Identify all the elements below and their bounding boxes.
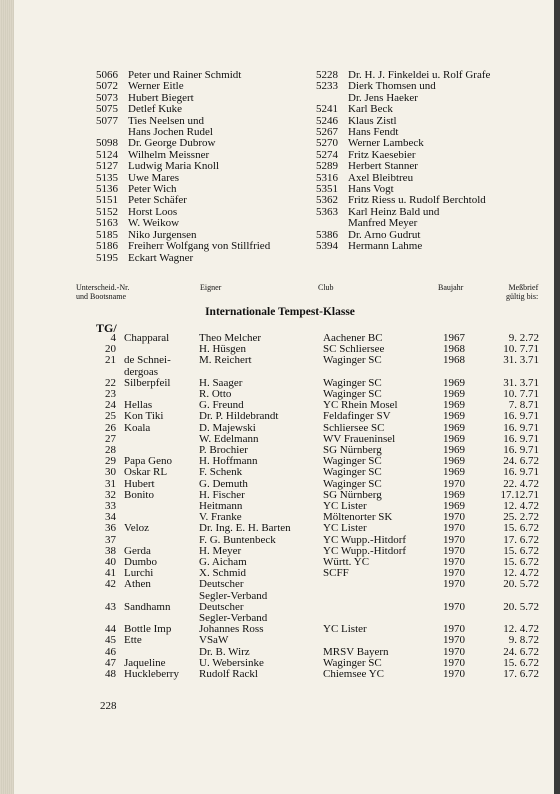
entry-number: 5241: [316, 103, 338, 116]
build-year: 1970: [443, 656, 465, 669]
certificate-valid-until: 15. 6.72: [503, 556, 539, 569]
table-row: [90, 669, 539, 680]
certificate-valid-until: 20. 5.72: [503, 600, 539, 613]
entry-number: [316, 218, 348, 229]
build-year: 1970: [443, 477, 465, 490]
club: SC Schliersee: [323, 343, 385, 356]
certificate-valid-until: 16. 9.71: [503, 444, 539, 457]
boat-number: 27: [105, 432, 116, 445]
club: MRSV Bayern: [323, 645, 389, 658]
owner: Dr. P. Hildebrandt: [199, 410, 279, 423]
table-row: [90, 389, 539, 400]
header-messbrief: [506, 283, 538, 301]
certificate-valid-until: 16. 9.71: [503, 466, 539, 479]
entry-name: Peter Schäfer: [128, 194, 187, 207]
club: [323, 591, 443, 602]
boat-name: Veloz: [124, 522, 150, 535]
club: Waginger SC: [323, 354, 382, 367]
table-row: [90, 501, 539, 512]
owner: F. G. Buntenbeck: [199, 533, 276, 546]
table-row: [90, 602, 539, 613]
boat-name: Kon Tiki: [124, 410, 164, 423]
boat-number: 22: [105, 376, 116, 389]
boat-number: 40: [105, 556, 116, 569]
entry-name: Werner Lambeck: [348, 137, 424, 150]
certificate-valid-until: 17. 6.72: [503, 668, 539, 681]
entry-name: W. Weikow: [128, 217, 180, 230]
entry-number: 5127: [96, 160, 118, 173]
boat-name: de Schnei-: [124, 354, 171, 367]
club: SG Nürnberg: [323, 488, 382, 501]
entry-number: 5075: [96, 103, 118, 116]
owner: G. Freund: [199, 399, 244, 412]
boat-name: Hellas: [124, 399, 153, 412]
club: Chiemsee YC: [323, 668, 384, 681]
entry-name: Niko Jurgensen: [128, 228, 197, 241]
table-row: [90, 467, 539, 478]
club: Waginger SC: [323, 477, 382, 490]
table-row: [90, 378, 539, 389]
club: Feldafinger SV: [323, 410, 391, 423]
certificate-valid-until: 24. 6.72: [503, 455, 539, 468]
boat-number: 34: [105, 511, 116, 524]
club: YC Lister: [323, 500, 367, 513]
owner: H. Fischer: [199, 488, 245, 501]
build-year: 1969: [443, 410, 465, 423]
owner: P. Brochier: [199, 444, 248, 457]
build-year: 1970: [443, 578, 465, 591]
boat-name: Koala: [124, 421, 151, 434]
owner-entry: [96, 104, 314, 115]
club: Schliersee SC: [323, 421, 385, 434]
certificate-valid-until: 9. 2.72: [508, 332, 539, 344]
owner: Deutscher: [199, 600, 244, 613]
build-year: 1970: [443, 634, 465, 647]
boat-number: 47: [105, 656, 116, 669]
club: YC Wupp.-Hitdorf: [323, 544, 407, 557]
certificate-valid-until: 15. 6.72: [503, 522, 539, 535]
table-row: [90, 333, 539, 344]
entry-name: Karl Beck: [348, 103, 393, 116]
section-title: Internationale Tempest-Klasse: [205, 306, 355, 318]
boat-name: Athen: [124, 578, 151, 591]
entry-number: 5246: [316, 114, 338, 127]
table-row: [90, 490, 539, 501]
entry-number: 5316: [316, 171, 338, 184]
entry-name: Axel Bleibtreu: [348, 171, 414, 184]
club: YC Rhein Mosel: [323, 399, 398, 412]
club: SCFF: [323, 567, 349, 580]
entry-number: 5270: [316, 137, 338, 150]
boat-number: 31: [105, 477, 116, 490]
owner: Rudolf Rackl: [199, 668, 258, 681]
entry-number: 5185: [96, 228, 118, 241]
entry-number: 5362: [316, 194, 338, 207]
entry-name: Dr. Jens Haeker: [348, 91, 418, 104]
owner: R. Otto: [199, 388, 232, 401]
owner: Johannes Ross: [199, 623, 264, 636]
boat-name: [124, 434, 199, 445]
owner: H. Hoffmann: [199, 455, 258, 468]
table-row: [90, 523, 539, 534]
header-unterscheid: [76, 283, 129, 301]
build-year: 1969: [443, 388, 465, 401]
boat-name: Sandhamn: [124, 600, 171, 613]
boat-number: 33: [105, 500, 116, 513]
entry-number: 5289: [316, 160, 338, 173]
entry-number: 5274: [316, 148, 338, 161]
boat-number: 36: [105, 522, 116, 535]
entry-name: Freiherr Wolfgang von Stillfried: [128, 240, 271, 253]
certificate-valid-until: 17.12.71: [500, 488, 539, 501]
certificate-valid-until: 16. 9.71: [503, 421, 539, 434]
boat-name: Jaqueline: [124, 656, 166, 669]
certificate-valid-until: 12. 4.72: [503, 500, 539, 513]
club: YC Lister: [323, 623, 367, 636]
boat-name: [124, 501, 199, 512]
certificate-valid-until: 15. 6.72: [503, 544, 539, 557]
boat-number: 41: [105, 567, 116, 580]
build-year: 1970: [443, 544, 465, 557]
certificate-valid-until: 17. 6.72: [503, 533, 539, 546]
build-year: 1969: [443, 488, 465, 501]
owner: H. Hüsgen: [199, 343, 247, 356]
entry-name: Horst Loos: [128, 205, 178, 218]
boat-registry-table: [90, 333, 539, 680]
owner: VSaW: [199, 634, 229, 647]
entry-number: 5066: [96, 69, 118, 81]
build-year: 1970: [443, 668, 465, 681]
owner: Heitmann: [199, 500, 243, 513]
entry-name: Hans Vogt: [348, 183, 394, 196]
table-row: [90, 568, 539, 579]
table-row: [90, 546, 539, 557]
entry-name: Ludwig Maria Knoll: [128, 160, 220, 173]
entry-name: Fritz Kaesebier: [348, 148, 416, 161]
entry-number: 5136: [96, 183, 118, 196]
build-year: 1970: [443, 522, 465, 535]
entry-name: Werner Eitle: [128, 80, 184, 93]
boat-number: 46: [105, 645, 116, 658]
entry-name: Hermann Lahme: [348, 240, 423, 253]
certificate-valid-until: 25. 2.72: [503, 511, 539, 524]
owner: W. Edelmann: [199, 432, 259, 445]
entry-name: Manfred Meyer: [348, 217, 418, 230]
club: [323, 579, 443, 590]
entry-number: 5163: [96, 217, 118, 230]
boat-number: 20: [105, 343, 116, 356]
club: YC Lister: [323, 522, 367, 535]
book-page-edges: [0, 0, 14, 794]
entry-name: Fritz Riess u. Rudolf Berchtold: [348, 194, 486, 207]
owner: X. Schmid: [199, 567, 247, 580]
entry-number: 5098: [96, 137, 118, 150]
table-row: [90, 423, 539, 434]
header-messbrief-line1: Meßbrief: [508, 283, 539, 292]
entry-number: 5233: [316, 80, 338, 93]
build-year: 1970: [443, 645, 465, 658]
table-row: [90, 635, 539, 646]
club: Waginger SC: [323, 455, 382, 468]
certificate-valid-until: 24. 6.72: [503, 645, 539, 658]
club: [323, 602, 443, 613]
header-eigner: Eigner: [200, 283, 222, 292]
club: Aachener BC: [323, 332, 383, 344]
boat-name: Chapparal: [124, 332, 170, 344]
club: [323, 635, 443, 646]
owner-entry: [316, 161, 552, 172]
build-year: 1969: [443, 466, 465, 479]
owner: H. Meyer: [199, 544, 242, 557]
club: Waginger SC: [323, 376, 382, 389]
build-year: 1967: [443, 332, 465, 344]
owner: Deutscher: [199, 578, 244, 591]
boat-name: Dumbo: [124, 556, 157, 569]
club: Möltenorter SK: [323, 511, 393, 524]
owner: Dr. Ing. E. H. Barten: [199, 522, 291, 535]
entry-name: Eckart Wagner: [128, 251, 194, 264]
entry-number: 5124: [96, 148, 118, 161]
build-year: 1970: [443, 600, 465, 613]
build-year: 1970: [443, 567, 465, 580]
entry-name: Hans Fendt: [348, 126, 399, 139]
club: Waginger SC: [323, 656, 382, 669]
entry-number: 5073: [96, 91, 118, 104]
entry-number: 5152: [96, 205, 118, 218]
build-year: 1968: [443, 343, 465, 356]
club: Waginger SC: [323, 388, 382, 401]
boat-name: Papa Geno: [124, 455, 172, 468]
certificate-valid-until: 12. 4.72: [503, 567, 539, 580]
club: SG Nürnberg: [323, 444, 382, 457]
boat-number: 21: [105, 354, 116, 367]
table-row: [90, 434, 539, 445]
boat-name: Hubert: [124, 477, 155, 490]
entry-name: Dierk Thomsen und: [348, 80, 436, 93]
boat-number: 37: [105, 533, 116, 546]
header-club: Club: [318, 283, 334, 292]
build-year: 1969: [443, 444, 465, 457]
entry-name: Karl Heinz Bald und: [348, 205, 440, 218]
entry-number: 5386: [316, 228, 338, 241]
table-row: [90, 535, 539, 546]
boat-number: 38: [105, 544, 116, 557]
entry-name: Peter und Rainer Schmidt: [128, 69, 242, 81]
header-unterscheid-line2: und Bootsname: [76, 292, 126, 301]
owner-entry: [96, 218, 314, 229]
left-owner-list: [96, 70, 314, 264]
owner: G. Demuth: [199, 477, 248, 490]
boat-name: Lurchi: [124, 567, 154, 580]
entry-number: 5077: [96, 114, 118, 127]
header-unterscheid-line1: Unterscheid.-Nr.: [76, 283, 130, 292]
entry-name: Ties Neelsen und: [128, 114, 204, 127]
entry-name: Uwe Mares: [128, 171, 180, 184]
entry-name: Detlef Kuke: [128, 103, 183, 116]
club: WV Fraueninsel: [323, 432, 396, 445]
boat-number: 4: [110, 332, 116, 344]
boat-name: Silberpfeil: [124, 376, 171, 389]
owner: D. Majewski: [199, 421, 256, 434]
owner: Dr. B. Wirz: [199, 645, 250, 658]
build-year: 1969: [443, 421, 465, 434]
entry-name: Hubert Biegert: [128, 91, 194, 104]
certificate-valid-until: 10. 7.71: [503, 388, 539, 401]
club: Waginger SC: [323, 466, 382, 479]
entry-number: 5228: [316, 69, 338, 81]
entry-number: 5363: [316, 205, 338, 218]
boat-number: 28: [105, 444, 116, 457]
entry-name: Dr. Arno Gudrut: [348, 228, 421, 241]
boat-number: 32: [105, 488, 116, 501]
build-year: 1968: [443, 354, 465, 367]
certificate-valid-until: 9. 8.72: [508, 634, 539, 647]
owner: M. Reichert: [199, 354, 252, 367]
entry-number: 5351: [316, 183, 338, 196]
certificate-valid-until: 12. 4.72: [503, 623, 539, 636]
boat-name: Oskar RL: [124, 466, 168, 479]
build-year: 1970: [443, 623, 465, 636]
owner: Segler-Verband: [199, 589, 268, 602]
entry-number: 5186: [96, 240, 118, 253]
entry-number: 5394: [316, 240, 338, 253]
owner: Segler-Verband: [199, 612, 268, 625]
page-number: 228: [100, 700, 117, 712]
build-year: 1969: [443, 399, 465, 412]
header-messbrief-line2: gültig bis:: [506, 292, 539, 301]
entry-number: 5072: [96, 80, 118, 93]
owner-entry: [96, 241, 314, 252]
entry-name: Peter Wich: [128, 183, 177, 196]
certificate-valid-until: 16. 9.71: [503, 410, 539, 423]
owner: Theo Melcher: [199, 332, 261, 344]
boat-number: 45: [105, 634, 116, 647]
certificate-valid-until: 15. 6.72: [503, 656, 539, 669]
right-owner-list: [316, 70, 552, 253]
entry-name: Klaus Zistl: [348, 114, 397, 127]
boat-number: 23: [105, 388, 116, 401]
certificate-valid-until: 16. 9.71: [503, 432, 539, 445]
owner-entry: [316, 104, 552, 115]
boat-name: dergoas: [124, 365, 159, 378]
class-code: TG/: [96, 321, 117, 335]
owner-entry: [96, 253, 314, 264]
owner: F. Schenk: [199, 466, 243, 479]
entry-number: 5267: [316, 126, 338, 139]
table-row: [90, 479, 539, 490]
boat-number: 30: [105, 466, 116, 479]
table-row: [90, 579, 539, 590]
boat-number: 25: [105, 410, 116, 423]
build-year: 1969: [443, 500, 465, 513]
entry-number: 5195: [96, 251, 118, 264]
boat-name: Bottle Imp: [124, 623, 172, 636]
build-year: 1969: [443, 432, 465, 445]
boat-name: Bonito: [124, 488, 154, 501]
club: Württ. YC: [323, 556, 370, 569]
entry-name: Hans Jochen Rudel: [128, 126, 213, 139]
certificate-valid-until: 10. 7.71: [503, 343, 539, 356]
owner-entry: [316, 218, 552, 229]
boat-name: Ette: [124, 634, 142, 647]
boat-number: 42: [105, 578, 116, 591]
boat-number: 48: [105, 668, 116, 681]
build-year: 1970: [443, 556, 465, 569]
entry-name: Herbert Stanner: [348, 160, 418, 173]
build-year: 1969: [443, 455, 465, 468]
certificate-valid-until: 31. 3.71: [503, 376, 539, 389]
table-row: [90, 512, 539, 523]
certificate-valid-until: 7. 8.71: [508, 399, 539, 412]
boat-number: 44: [105, 623, 116, 636]
owner: H. Saager: [199, 376, 243, 389]
boat-name: Gerda: [124, 544, 151, 557]
table-row: [90, 355, 539, 366]
owner: G. Aicham: [199, 556, 247, 569]
boat-number: 43: [105, 600, 116, 613]
owner: V. Franke: [199, 511, 242, 524]
owner-entry: [96, 161, 314, 172]
entry-name: Wilhelm Meissner: [128, 148, 210, 161]
entry-name: Dr. H. J. Finkeldei u. Rolf Grafe: [348, 69, 491, 81]
entry-name: Dr. George Dubrow: [128, 137, 216, 150]
build-year: 1969: [443, 376, 465, 389]
boat-number: 29: [105, 455, 116, 468]
certificate-valid-until: 22. 4.72: [503, 477, 539, 490]
club: YC Wupp.-Hitdorf: [323, 533, 407, 546]
boat-number: 26: [105, 421, 116, 434]
build-year: 1970: [443, 533, 465, 546]
table-row: [90, 624, 539, 635]
certificate-valid-until: 20. 5.72: [503, 578, 539, 591]
boat-name: Huckleberry: [124, 668, 179, 681]
entry-number: 5151: [96, 194, 118, 207]
owner-entry: [316, 241, 552, 252]
certificate-valid-until: 31. 3.71: [503, 354, 539, 367]
boat-number: 24: [105, 399, 116, 412]
owner: U. Webersinke: [199, 656, 264, 669]
table-row: [90, 557, 539, 568]
table-row: [90, 411, 539, 422]
build-year: 1970: [443, 511, 465, 524]
entry-number: 5135: [96, 171, 118, 184]
header-baujahr: Baujahr: [438, 283, 464, 292]
